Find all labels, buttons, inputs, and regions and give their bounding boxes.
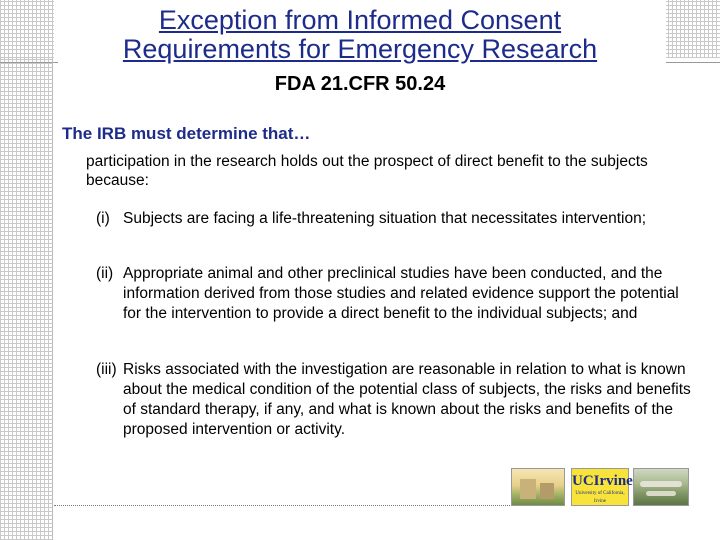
list-item	[96, 264, 696, 324]
list-item	[96, 209, 696, 229]
footer-divider	[54, 505, 546, 506]
slide-subtitle: FDA 21.CFR 50.24	[274, 73, 446, 95]
list-item-marker: (ii)	[96, 265, 114, 282]
campus-photo-right	[633, 468, 689, 506]
lead-paragraph: participation in the research holds out the prospect of direct benefit to the subjects because:	[86, 153, 648, 189]
list-item-marker: (iii)	[96, 361, 117, 378]
left-divider	[52, 58, 53, 540]
uc-irvine-logo	[571, 468, 633, 506]
title-divider-left	[0, 62, 58, 63]
list-item-text: Subjects are facing a life-threatening situation that necessitates intervention;	[123, 210, 647, 227]
grid-background-left	[0, 58, 52, 540]
title-divider-right	[666, 62, 720, 63]
campus-photo-left	[511, 468, 565, 506]
slide-title-line-2: Requirements for Emergency Research	[122, 34, 598, 64]
list-item-text: Appropriate animal and other preclinical studies have been conducted, and the information derived from those studies and related evidence support the potential for the intervention to provide a direct benefit to the individual subjects; and	[123, 265, 679, 322]
list-item-marker: (i)	[96, 210, 110, 227]
slide-title-line-1: Exception from Informed Consent	[158, 5, 562, 35]
slide-title	[54, 6, 666, 64]
logo-wordmark: UCIrvine	[572, 473, 633, 489]
section-heading: The IRB must determine that…	[62, 124, 311, 143]
logo-subtext: University of California, Irvine	[575, 491, 625, 504]
list-item-text: Risks associated with the investigation are reasonable in relation to what is known about the medical condition of the potential class of subjects, the risks and benefits of standard therapy, if any, and what is known about the risks and benefits of the proposed intervention or activity.	[123, 361, 691, 438]
list-item	[96, 360, 696, 440]
